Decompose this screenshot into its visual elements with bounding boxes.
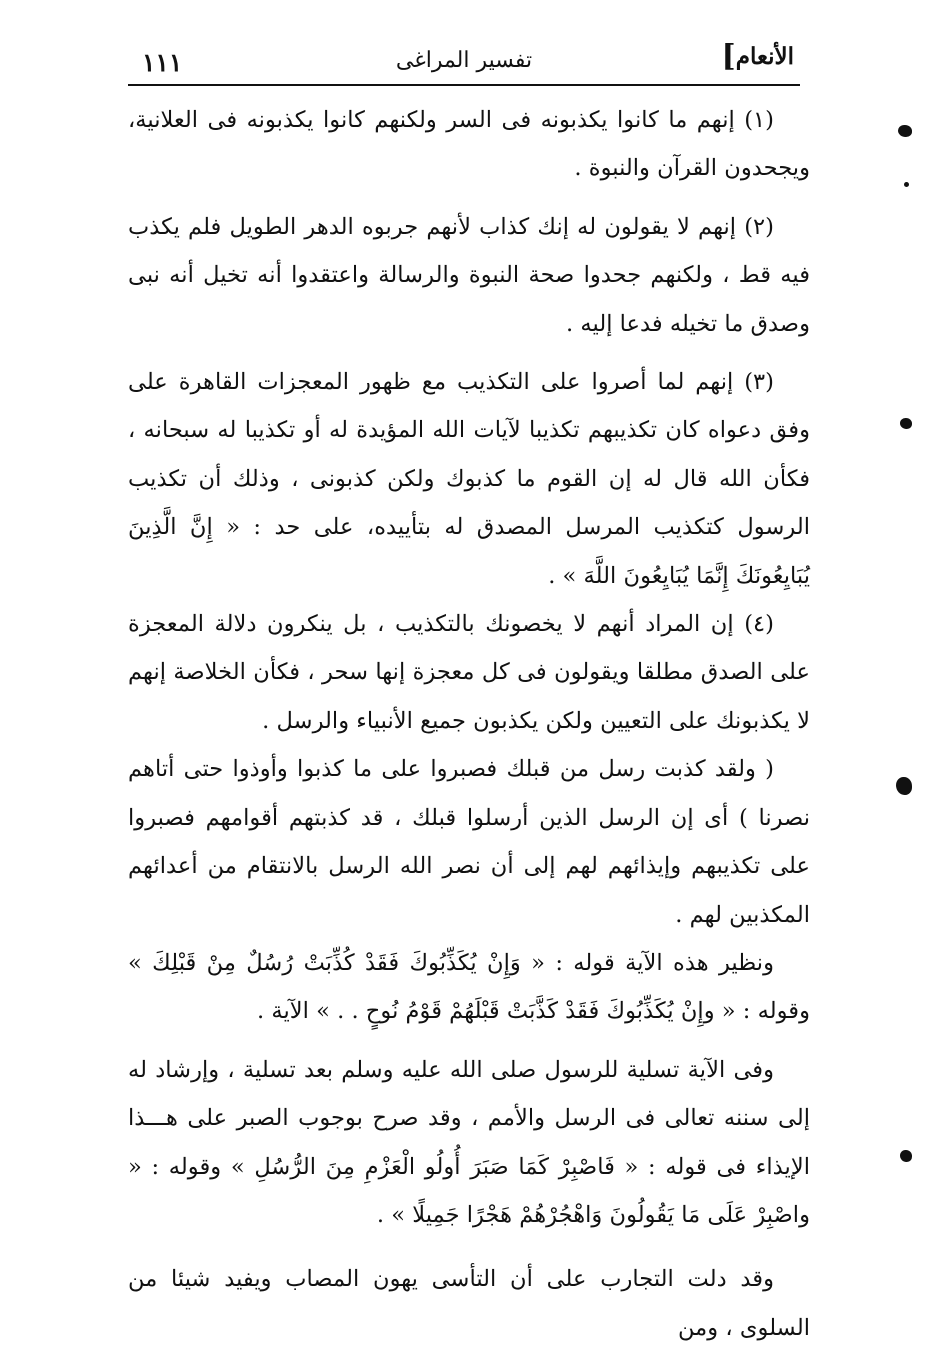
paragraph-8: وقد دلت التجارب على أن التأسى يهون المصاب ويفيد شيئا من السلوى ، ومن [128, 1266, 810, 1341]
paragraph-6: ونظير هذه الآية قوله : « وَإِنْ يُكَذِّبُوكَ فَقَدْ كُذِّبَتْ رُسُلٌ مِنْ قَبْلِكَ » وقوله : « وإِنْ يُكَذِّبُوكَ فَقَدْ كَذَّبَتْ قَبْلَهُمْ قَوْمُ نُوحٍ . . » الآية . [128, 949, 810, 1025]
paragraph-2: (٢) إنهم لا يقولون له إنك كذاب لأنهم جربوه الدهر الطويل فلم يكذب فيه قط ، ولكنهم جحدوا صحة النبوة والرسالة واعتقدوا أنه تخيل أنه نبى وصدق ما تخيله فدعا إليه . [128, 213, 810, 337]
scan-blot [898, 125, 912, 137]
paragraph-5: ( ولقد كذبت رسل من قبلك فصبروا على ما كذبوا وأوذوا حتى أتاهم نصرنا ) أى إن الرسل الذين أرسلوا قبلك ، قد كذبتهم أقوامهم فصبروا على تكذيبهم وإيذائهم لهم إلى أن نصر الله الرسل بالانتقام من أعدائهم المكذبين لهم . [128, 756, 810, 928]
paragraph-4: (٤) إن المراد أنهم لا يخصونك بالتكذيب ، بل ينكرون دلالة المعجزة على الصدق مطلقا ويقولون فى كل معجزة إنها سحر ، فكأن الخلاصة إنهم لا يكذبونك على التعيين ولكن يكذبون جميع الأنبياء والرسل . [128, 611, 810, 734]
surah-name [716, 39, 794, 74]
page-number: ١١١ [142, 48, 183, 77]
header-bracket: ] [721, 39, 736, 74]
header-rule [128, 84, 800, 86]
book-title: تفسير المراغى [395, 48, 533, 73]
scan-blot [900, 418, 912, 429]
scan-blot [904, 182, 909, 187]
body-text [128, 96, 810, 1352]
paragraph-7: وفى الآية تسلية للرسول صلى الله عليه وسلم بعد تسلية ، وإرشاد له إلى سننه تعالى فى الرسل والأمم ، وقد صرح بوجوب الصبر على هـــذا الإيذاء فى قوله : « فَاصْبِرْ كَمَا صَبَرَ أُولُو الْعَزْمِ مِنَ الرُّسُلِ » وقوله : « واصْبِرْ عَلَى مَا يَقُولُونَ وَاهْجُرْهُمْ هَجْرًا جَمِيلًا » . [128, 1056, 810, 1228]
paragraph-1: (١) إنهم ما كانوا يكذبونه فى السر ولكنهم كانوا يكذبونه فى العلانية، ويجحدون القرآن والنبوة . [128, 107, 810, 182]
page-header [128, 38, 800, 84]
scan-blot [900, 1150, 912, 1162]
scan-blot [896, 777, 912, 795]
surah-name-text: الأنعام [735, 43, 794, 70]
paragraph-3: (٣) إنهم لما أصروا على التكذيب مع ظهور المعجزات القاهرة على وفق دعواه كان تكذيبهم تكذيبا لآيات الله المؤيدة له أو تكذيبا له سبحانه ، فكأن الله قال له إن القوم ما كذبوك ولكن كذبونى ، وذلك أن تكذيب الرسول كتكذيب المرسل المصدق له بتأييده، على حد : « إِنَّ الَّذِينَ يُبَايِعُونَكَ إِنَّمَا يُبَايِعُونَ اللَّهَ » . [128, 369, 810, 589]
